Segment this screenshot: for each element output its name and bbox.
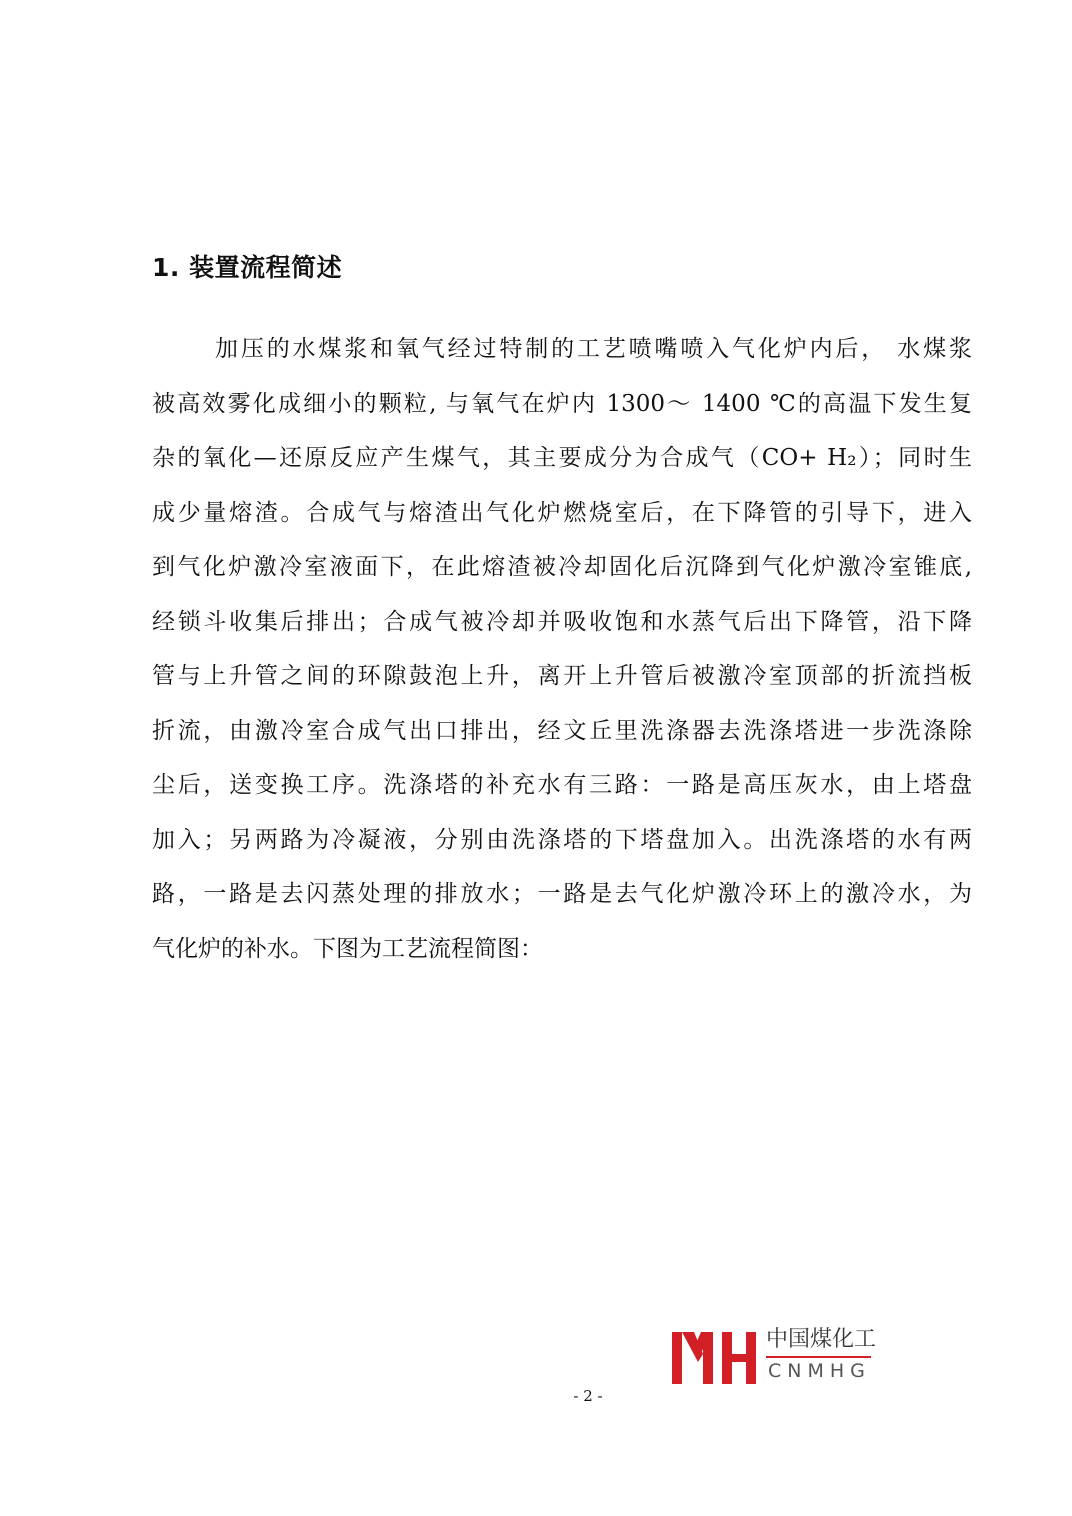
paragraph-line: 路，一路是去闪蒸处理的排放水；一路是去气化炉激冷环上的激冷水，为 xyxy=(152,881,972,907)
paragraph-line: 尘后，送变换工序。洗涤塔的补充水有三路：一路是高压灰水，由上塔盘 xyxy=(152,772,972,798)
logo-chinese-name: 中国煤化工 xyxy=(766,1327,877,1352)
paragraph-line: 管与上升管之间的环隙鼓泡上升，离开上升管后被激冷室顶部的折流挡板 xyxy=(152,663,972,689)
paragraph-line: 到气化炉激冷室液面下，在此熔渣被冷却固化后沉降到气化炉激冷室锥底, xyxy=(152,554,972,580)
logo-english-name: CNMHG xyxy=(768,1360,871,1382)
paragraph-line: 气化炉的补水。下图为工艺流程简图： xyxy=(152,935,543,962)
paragraph-line: 被高效雾化成细小的颗粒, 与氧气在炉内 1300～ 1400 ℃的高温下发生复 xyxy=(152,390,972,417)
cnmhg-logo-mark-icon xyxy=(670,1326,760,1388)
cnmhg-logo xyxy=(670,1326,880,1388)
body-paragraph xyxy=(152,322,972,976)
paragraph-line: 加压的水煤浆和氧气经过特制的工艺喷嘴喷入气化炉内后， 水煤浆 xyxy=(215,336,972,362)
paragraph-line: 折流，由激冷室合成气出口排出，经文丘里洗涤器去洗涤塔进一步洗涤除 xyxy=(152,717,972,744)
paragraph-line: 杂的氧化—还原反应产生煤气，其主要成分为合成气（CO+ H₂）；同时生 xyxy=(152,445,972,471)
paragraph-line: 成少量熔渣。合成气与熔渣出气化炉燃烧室后，在下降管的引导下，进入 xyxy=(152,499,972,526)
section-heading: 1. 装置流程简述 xyxy=(152,253,343,282)
page-number: - 2 - xyxy=(573,1387,603,1405)
paragraph-line: 经锁斗收集后排出；合成气被冷却并吸收饱和水蒸气后出下降管，沿下降 xyxy=(152,608,972,635)
paragraph-line: 加入；另两路为冷凝液，分别由洗涤塔的下塔盘加入。出洗涤塔的水有两 xyxy=(152,826,972,853)
